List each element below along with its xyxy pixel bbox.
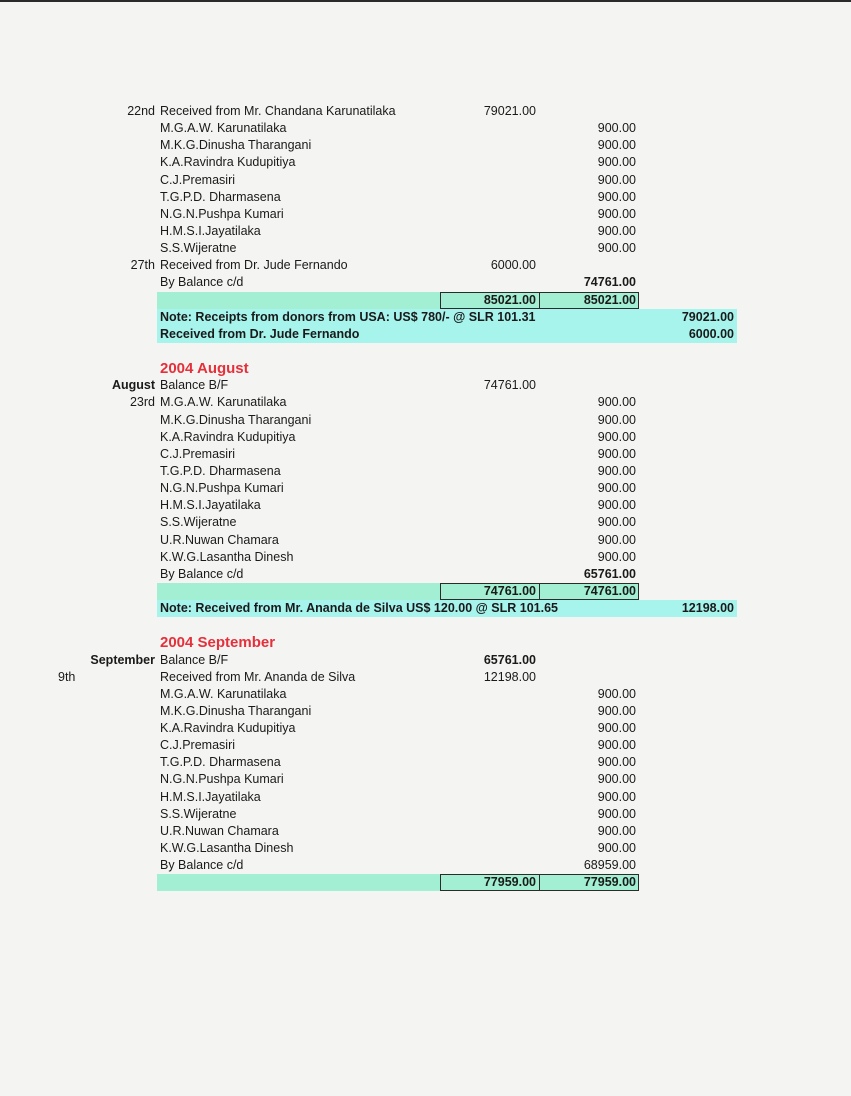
entry-description: Balance B/F	[160, 378, 229, 393]
entry-description: S.S.Wijeratne	[160, 806, 237, 821]
entry-received-amount: 74761.00	[483, 378, 536, 393]
entry-description: M.G.A.W. Karunatilaka	[160, 686, 287, 701]
entry-paid-amount: 900.00	[597, 755, 636, 770]
entry-description: U.R.Nuwan Chamara	[160, 823, 279, 838]
entry-paid-amount: 900.00	[597, 806, 636, 821]
entry-paid-amount: 900.00	[597, 429, 636, 444]
entry-description: M.G.A.W. Karunatilaka	[160, 121, 287, 136]
ledger-row	[0, 223, 851, 240]
entry-description: M.G.A.W. Karunatilaka	[160, 395, 287, 410]
ledger-row	[0, 514, 851, 531]
entry-paid-amount: 900.00	[597, 738, 636, 753]
ledger-row	[0, 154, 851, 171]
entry-description: By Balance c/d	[160, 275, 244, 290]
entry-paid-amount: 900.00	[597, 841, 636, 856]
ledger-row	[0, 703, 851, 720]
ledger-row	[0, 377, 851, 394]
entry-paid-amount: 900.00	[597, 549, 636, 564]
entry-description: C.J.Premasiri	[160, 172, 236, 187]
total-received: 85021.00	[483, 292, 536, 307]
entry-description: U.R.Nuwan Chamara	[160, 532, 279, 547]
entry-description: K.W.G.Lasantha Dinesh	[160, 549, 294, 564]
section-title-row	[0, 360, 851, 377]
ledger-row	[0, 137, 851, 154]
entry-description: H.M.S.I.Jayatilaka	[160, 498, 261, 513]
ledger-row	[0, 206, 851, 223]
ledger-row	[0, 189, 851, 206]
note-text: Received from Dr. Jude Fernando	[160, 326, 360, 341]
ledger-section-september	[0, 634, 851, 891]
note-row	[0, 326, 851, 343]
ledger-section-august	[0, 360, 851, 617]
ledger-section-july	[0, 103, 851, 343]
section-spacer	[0, 343, 851, 360]
totals-row	[0, 583, 851, 600]
entry-paid-amount: 900.00	[597, 206, 636, 221]
entry-description: Balance B/F	[160, 652, 229, 667]
entry-paid-amount: 900.00	[597, 823, 636, 838]
ledger-row	[0, 497, 851, 514]
entry-description: S.S.Wijeratne	[160, 241, 237, 256]
note-text: Note: Received from Mr. Ananda de Silva US$ 120.00 @ SLR 101.65	[160, 601, 558, 616]
ledger-row	[0, 480, 851, 497]
ledger-row	[0, 532, 851, 549]
total-paid: 77959.00	[583, 875, 636, 890]
entry-date: September	[90, 652, 155, 667]
entry-description: T.G.P.D. Dharmasena	[160, 463, 281, 478]
entry-paid-amount: 900.00	[597, 532, 636, 547]
note-text: Note: Receipts from donors from USA: US$ 780/- @ SLR 101.31	[160, 309, 536, 324]
entry-description: T.G.P.D. Dharmasena	[160, 755, 281, 770]
note-amount: 79021.00	[681, 309, 734, 324]
entry-description: M.K.G.Dinusha Tharangani	[160, 138, 312, 153]
entry-paid-amount: 900.00	[597, 498, 636, 513]
ledger-row	[0, 652, 851, 669]
ledger-sheet	[0, 103, 851, 891]
note-amount: 6000.00	[688, 326, 734, 341]
ledger-row	[0, 240, 851, 257]
note-amount: 12198.00	[681, 601, 734, 616]
ledger-row	[0, 120, 851, 137]
entry-description: K.A.Ravindra Kudupitiya	[160, 429, 296, 444]
ledger-row	[0, 857, 851, 874]
entry-paid-amount: 900.00	[597, 515, 636, 530]
totals-row	[0, 292, 851, 309]
entry-date: 22nd	[127, 104, 155, 118]
entry-paid-amount: 900.00	[597, 481, 636, 496]
entry-description: By Balance c/d	[160, 566, 244, 581]
entry-date: 23rd	[129, 395, 155, 410]
entry-paid-amount: 900.00	[597, 241, 636, 256]
entry-description: H.M.S.I.Jayatilaka	[160, 223, 261, 238]
entry-received-amount: 79021.00	[483, 104, 536, 118]
section-spacer	[0, 617, 851, 634]
entry-received-amount: 12198.00	[483, 669, 536, 684]
total-paid: 74761.00	[583, 583, 636, 598]
entry-paid-amount: 900.00	[597, 223, 636, 238]
entry-paid-amount: 900.00	[597, 789, 636, 804]
entry-description: K.A.Ravindra Kudupitiya	[160, 155, 296, 170]
section-title: 2004 August	[160, 360, 249, 378]
ledger-row	[0, 566, 851, 583]
entry-paid-amount: 900.00	[597, 446, 636, 461]
entry-description: K.W.G.Lasantha Dinesh	[160, 841, 294, 856]
entry-description: M.K.G.Dinusha Tharangani	[160, 703, 312, 718]
entry-paid-amount: 900.00	[597, 412, 636, 427]
entry-description: N.G.N.Pushpa Kumari	[160, 206, 284, 221]
entry-paid-amount: 74761.00	[583, 275, 636, 290]
entry-paid-amount: 900.00	[597, 721, 636, 736]
ledger-row	[0, 429, 851, 446]
entry-paid-amount: 68959.00	[583, 858, 636, 873]
entry-description: Received from Mr. Ananda de Silva	[160, 669, 356, 684]
page-top-edge	[0, 0, 851, 2]
ledger-row	[0, 412, 851, 429]
entry-received-amount: 6000.00	[490, 258, 536, 273]
ledger-row	[0, 257, 851, 274]
entry-paid-amount: 900.00	[597, 772, 636, 787]
entry-description: By Balance c/d	[160, 858, 244, 873]
ledger-row	[0, 789, 851, 806]
ledger-row	[0, 172, 851, 189]
note-row	[0, 600, 851, 617]
ledger-row	[0, 103, 851, 120]
entry-description: C.J.Premasiri	[160, 446, 236, 461]
entry-date: 27th	[130, 258, 155, 273]
ledger-row	[0, 463, 851, 480]
entry-paid-amount: 900.00	[597, 703, 636, 718]
entry-date: August	[111, 378, 155, 393]
ledger-row	[0, 549, 851, 566]
entry-paid-amount: 900.00	[597, 395, 636, 410]
section-title-row	[0, 634, 851, 651]
totals-row	[0, 874, 851, 891]
entry-description: S.S.Wijeratne	[160, 515, 237, 530]
entry-description: Received from Dr. Jude Fernando	[160, 258, 348, 273]
entry-paid-amount: 900.00	[597, 138, 636, 153]
entry-date: 9th	[58, 669, 76, 684]
entry-description: N.G.N.Pushpa Kumari	[160, 772, 284, 787]
ledger-row	[0, 806, 851, 823]
ledger-row	[0, 446, 851, 463]
entry-description: Received from Mr. Chandana Karunatilaka	[160, 104, 396, 118]
entry-description: T.G.P.D. Dharmasena	[160, 189, 281, 204]
entry-description: H.M.S.I.Jayatilaka	[160, 789, 261, 804]
entry-paid-amount: 65761.00	[583, 566, 636, 581]
entry-description: K.A.Ravindra Kudupitiya	[160, 721, 296, 736]
entry-paid-amount: 900.00	[597, 189, 636, 204]
ledger-row	[0, 686, 851, 703]
entry-description: C.J.Premasiri	[160, 738, 236, 753]
entry-paid-amount: 900.00	[597, 686, 636, 701]
entry-paid-amount: 900.00	[597, 172, 636, 187]
note-row	[0, 309, 851, 326]
entry-description: N.G.N.Pushpa Kumari	[160, 481, 284, 496]
ledger-row	[0, 754, 851, 771]
ledger-row	[0, 394, 851, 411]
total-received: 74761.00	[483, 583, 536, 598]
ledger-row	[0, 771, 851, 788]
ledger-row	[0, 669, 851, 686]
entry-paid-amount: 900.00	[597, 155, 636, 170]
ledger-row	[0, 720, 851, 737]
total-paid: 85021.00	[583, 292, 636, 307]
entry-paid-amount: 900.00	[597, 121, 636, 136]
entry-received-amount: 65761.00	[483, 652, 536, 667]
ledger-row	[0, 840, 851, 857]
ledger-row	[0, 823, 851, 840]
ledger-row	[0, 274, 851, 291]
entry-paid-amount: 900.00	[597, 463, 636, 478]
section-title: 2004 September	[160, 634, 276, 652]
ledger-row	[0, 737, 851, 754]
total-received: 77959.00	[483, 875, 536, 890]
entry-description: M.K.G.Dinusha Tharangani	[160, 412, 312, 427]
